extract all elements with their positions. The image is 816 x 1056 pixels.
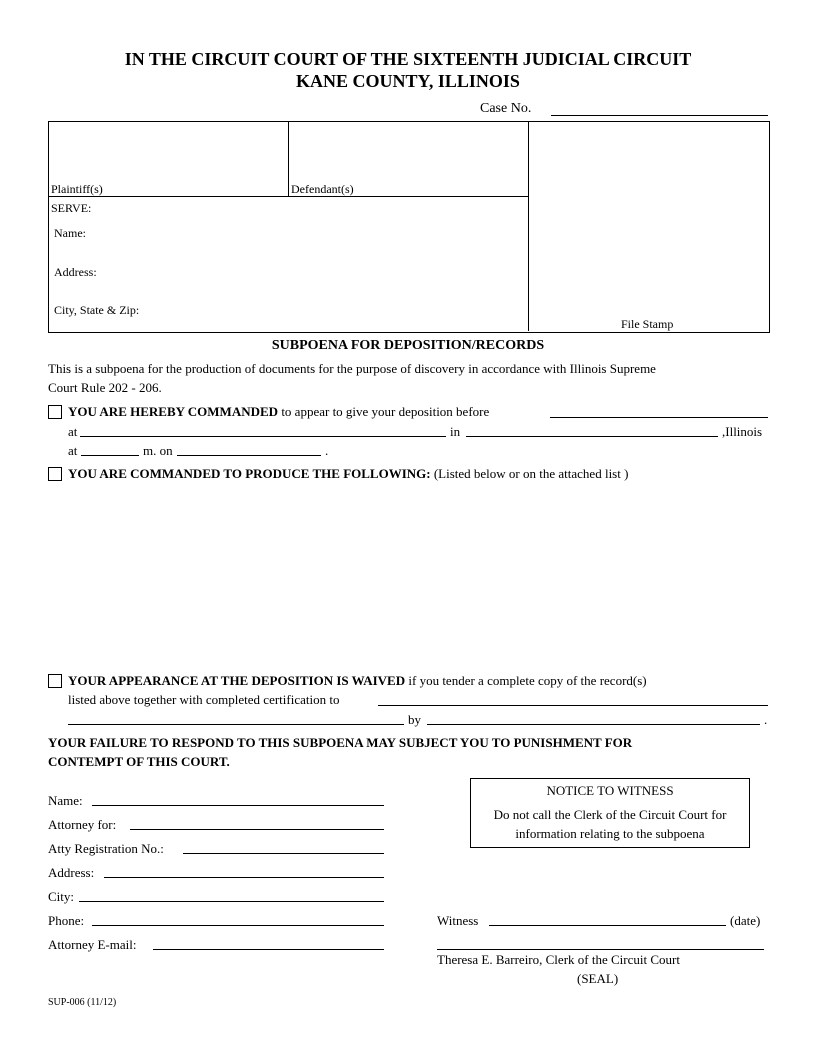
time-field[interactable]	[81, 455, 139, 456]
case-no-field[interactable]	[551, 115, 768, 116]
produce-checkbox[interactable]	[48, 467, 62, 481]
m-on-label: m. on	[143, 443, 173, 458]
attorney-name-field[interactable]	[92, 805, 384, 806]
produce-list-area[interactable]	[68, 490, 768, 660]
court-title: IN THE CIRCUIT COURT OF THE SIXTEENTH JUDICIAL CIRCUIT	[124, 49, 692, 69]
certification-to-field[interactable]	[378, 705, 768, 706]
in-label: in	[450, 424, 461, 439]
serve-address-label: Address:	[54, 265, 97, 279]
failure-line-2: CONTEMPT OF THIS COURT.	[48, 754, 230, 769]
command2-bold: YOU ARE COMMANDED TO PRODUCE THE FOLLOWING:	[68, 466, 431, 481]
clerk-signature-line[interactable]	[437, 949, 764, 950]
serve-name-field[interactable]	[96, 224, 521, 240]
attorney-for-label: Attorney for:	[48, 817, 117, 832]
notice-line-1: Do not call the Clerk of the Circuit Court for	[493, 807, 727, 822]
notice-title: NOTICE TO WITNESS	[546, 783, 674, 798]
registration-label: Atty Registration No.:	[48, 841, 164, 856]
county-title: KANE COUNTY, ILLINOIS	[296, 71, 520, 91]
form-number: SUP-006 (11/12)	[48, 997, 117, 1008]
attorney-city-label: City:	[48, 889, 75, 904]
registration-field[interactable]	[183, 853, 384, 854]
attorney-address-field[interactable]	[104, 877, 384, 878]
intro-line-2: Court Rule 202 - 206.	[48, 380, 162, 395]
date-field[interactable]	[177, 455, 321, 456]
at-time-label: at	[68, 443, 78, 458]
intro-line-1: This is a subpoena for the production of documents for the purpose of discovery in accordance with Illinois Supreme	[48, 361, 656, 376]
defendant-field[interactable]	[292, 150, 522, 166]
illinois-label: ,Illinois	[722, 424, 763, 439]
waived-text-row	[68, 673, 647, 689]
serve-city-field[interactable]	[160, 301, 521, 317]
attorney-address-label: Address:	[48, 865, 95, 880]
defendant-label: Defendant(s)	[291, 182, 354, 196]
command1-text-row	[68, 404, 489, 420]
witness-date-field[interactable]	[489, 925, 726, 926]
attorney-phone-field[interactable]	[92, 925, 384, 926]
serve-address-field[interactable]	[106, 263, 521, 279]
deposition-checkbox[interactable]	[48, 405, 62, 419]
failure-line-1: YOUR FAILURE TO RESPOND TO THIS SUBPOENA MAY SUBJECT YOU TO PUNISHMENT FOR	[48, 735, 633, 750]
at-label: at	[68, 424, 78, 439]
certification-address-field[interactable]	[68, 724, 404, 725]
serve-name-label: Name:	[54, 226, 86, 240]
command2-text: (Listed below or on the attached list )	[433, 466, 629, 481]
command1-text: to appear to give your deposition before	[281, 404, 490, 419]
attorney-for-field[interactable]	[130, 829, 384, 830]
subpoena-title: SUBPOENA FOR DEPOSITION/RECORDS	[271, 338, 545, 353]
attorney-email-label: Attorney E-mail:	[48, 937, 137, 952]
attorney-city-field[interactable]	[79, 901, 384, 902]
by-date-field[interactable]	[427, 724, 760, 725]
by-label: by	[408, 712, 421, 727]
listed-text: listed above together with completed certification to	[68, 692, 340, 707]
city-field[interactable]	[466, 436, 718, 437]
witness-label: Witness	[437, 913, 479, 928]
by-period: .	[764, 712, 768, 727]
seal-label: (SEAL)	[577, 971, 619, 986]
file-stamp-label: File Stamp	[621, 317, 674, 331]
attorney-name-label: Name:	[48, 793, 83, 808]
serve-label: SERVE:	[51, 201, 92, 215]
command1-bold: YOU ARE HEREBY COMMANDED	[68, 404, 279, 419]
plaintiff-label: Plaintiff(s)	[51, 182, 103, 196]
case-no-label: Case No.	[480, 101, 532, 116]
caption-hline	[48, 196, 528, 197]
clerk-name: Theresa E. Barreiro, Clerk of the Circuit Court	[437, 952, 680, 967]
date-label: (date)	[730, 913, 761, 928]
command2-text-row	[68, 466, 628, 482]
caption-divider-2	[528, 121, 529, 331]
notice-line-2: information relating to the subpoena	[515, 826, 705, 841]
caption-divider-1	[288, 121, 289, 197]
waived-text: if you tender a complete copy of the record(s)	[408, 673, 647, 688]
date-period: .	[325, 443, 329, 458]
attorney-phone-label: Phone:	[48, 913, 85, 928]
waived-checkbox[interactable]	[48, 674, 62, 688]
attorney-email-field[interactable]	[153, 949, 384, 950]
location-field[interactable]	[80, 436, 446, 437]
deponent-before-field[interactable]	[550, 417, 768, 418]
plaintiff-field[interactable]	[52, 150, 282, 166]
serve-city-label: City, State & Zip:	[54, 303, 140, 317]
waived-bold: YOUR APPEARANCE AT THE DEPOSITION IS WAIVED	[68, 673, 406, 688]
